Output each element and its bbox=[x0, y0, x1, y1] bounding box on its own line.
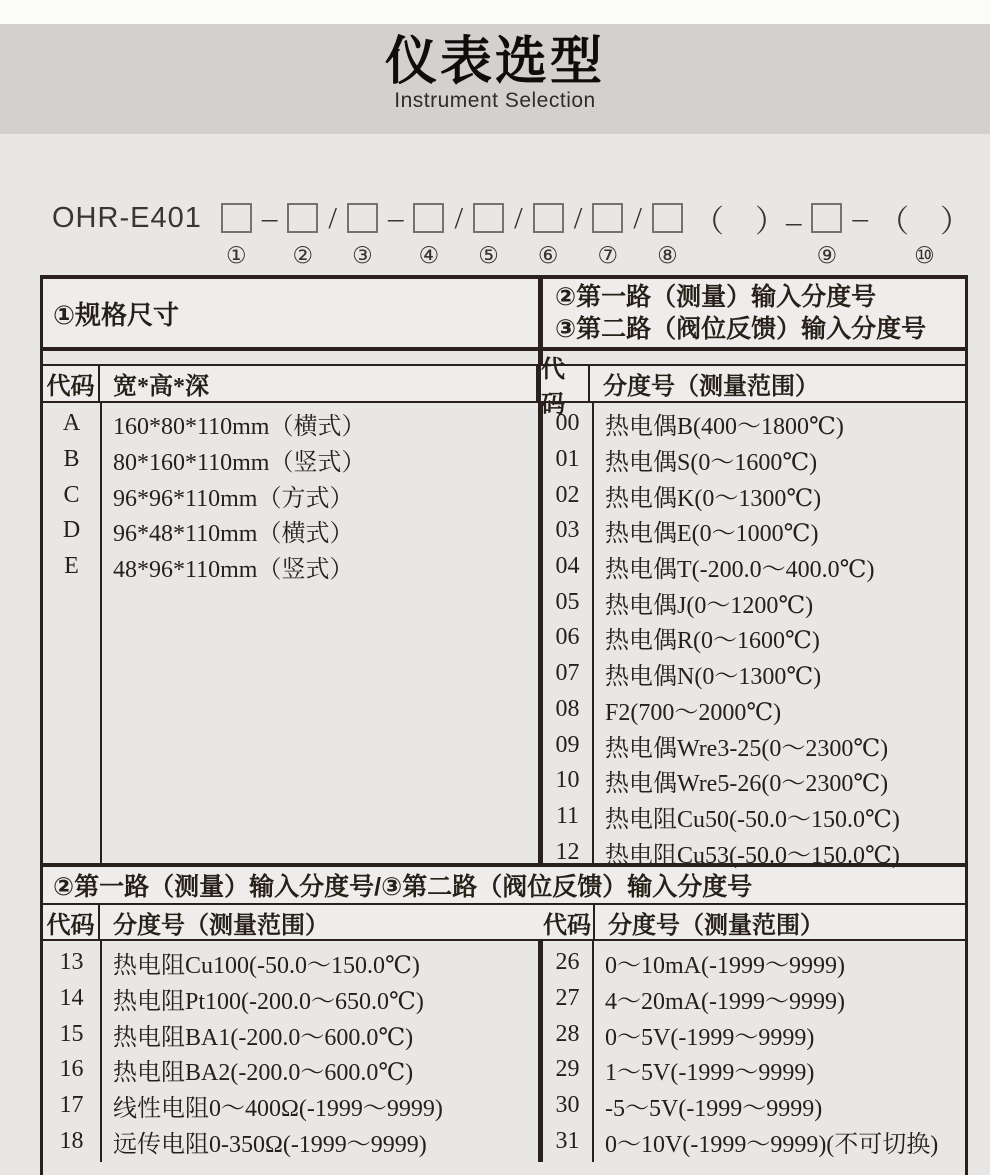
separator-text: / bbox=[454, 200, 464, 235]
input-index-header-line2: ③第二路（阀位反馈）输入分度号 bbox=[555, 315, 927, 343]
desc-cell: 热电偶S(0～1600℃) bbox=[605, 450, 818, 477]
code-cell: 11 bbox=[555, 802, 580, 829]
code-cell: 14 bbox=[59, 985, 84, 1012]
code-cell: 03 bbox=[555, 517, 580, 544]
code-box bbox=[413, 203, 444, 233]
code-cell: 05 bbox=[555, 588, 580, 615]
page-title: 仪表选型 bbox=[384, 33, 605, 91]
table-row bbox=[43, 1016, 538, 1052]
table-row bbox=[43, 1052, 538, 1088]
model-code-box bbox=[468, 196, 509, 269]
table-row bbox=[543, 981, 965, 1017]
desc-cell: 热电阻BA2(-200.0～600.0℃) bbox=[113, 1060, 414, 1087]
column-divider bbox=[100, 403, 102, 863]
separator-text: / bbox=[573, 200, 583, 235]
code-box bbox=[592, 203, 623, 233]
column-header-code: 代码 bbox=[43, 366, 100, 401]
code-cell: E bbox=[64, 553, 79, 580]
table-row bbox=[543, 799, 965, 835]
column-divider bbox=[592, 941, 594, 1162]
desc-cell: 热电阻Cu53(-50.0～150.0℃) bbox=[605, 842, 900, 869]
model-separator bbox=[449, 196, 468, 269]
column-header-range: 分度号（测量范围） bbox=[603, 374, 819, 400]
model-separator bbox=[688, 196, 807, 269]
code-cell: 08 bbox=[555, 695, 580, 722]
desc-cell: 96*96*110mm（方式） bbox=[113, 485, 354, 512]
code-cell: 27 bbox=[555, 985, 580, 1012]
table-row bbox=[543, 1088, 965, 1124]
desc-cell: 热电阻BA1(-200.0～600.0℃) bbox=[113, 1024, 414, 1051]
code-cell: 00 bbox=[555, 410, 580, 437]
desc-cell: 1～5V(-1999～9999) bbox=[605, 1060, 815, 1087]
model-separator bbox=[323, 196, 342, 269]
desc-cell: 热电偶N(0～1300℃) bbox=[605, 664, 822, 691]
code-cell: 31 bbox=[555, 1127, 580, 1154]
code-cell: 16 bbox=[59, 1056, 84, 1083]
desc-cell: 96*48*110mm（横式） bbox=[113, 521, 354, 548]
code-cell: 02 bbox=[555, 481, 580, 508]
position-number: ⑨ bbox=[816, 243, 838, 269]
code-cell: 18 bbox=[59, 1127, 84, 1154]
desc-cell: 4～20mA(-1999～9999) bbox=[605, 989, 845, 1016]
separator-text: / bbox=[514, 200, 523, 235]
column-header-code: 代码 bbox=[43, 905, 100, 939]
table-row bbox=[543, 513, 965, 549]
code-box bbox=[221, 203, 252, 233]
code-cell: D bbox=[62, 517, 81, 544]
code-box bbox=[811, 203, 842, 233]
column-divider bbox=[592, 403, 594, 863]
desc-cell: 80*160*110mm（竖式） bbox=[113, 450, 366, 477]
code-cell: A bbox=[62, 410, 81, 437]
model-separator bbox=[628, 196, 647, 269]
model-separator bbox=[383, 196, 409, 269]
desc-cell: -5～5V(-1999～9999) bbox=[605, 1096, 823, 1123]
code-cell: 12 bbox=[555, 838, 580, 865]
table-row bbox=[43, 477, 538, 513]
table1-body bbox=[43, 403, 965, 867]
page-subtitle: Instrument Selection bbox=[394, 89, 596, 112]
table-row bbox=[543, 1052, 965, 1088]
page-banner bbox=[0, 24, 990, 134]
model-code-box bbox=[408, 196, 449, 269]
table-row bbox=[543, 945, 965, 981]
table-row bbox=[543, 477, 965, 513]
model-code-line bbox=[52, 196, 976, 269]
table-row bbox=[543, 549, 965, 585]
table1-header-row bbox=[43, 279, 965, 351]
table-row bbox=[543, 834, 965, 870]
model-tokens bbox=[216, 196, 976, 269]
code-cell: 09 bbox=[555, 731, 580, 758]
code-cell: C bbox=[63, 481, 80, 508]
code-box bbox=[533, 203, 564, 233]
table1-spacer-row bbox=[43, 351, 965, 366]
table-row bbox=[543, 406, 965, 442]
separator-text: – bbox=[261, 200, 278, 235]
table-row bbox=[43, 513, 538, 549]
desc-cell: 热电阻Cu100(-50.0～150.0℃) bbox=[113, 953, 420, 980]
table1-subheader-row bbox=[43, 356, 965, 418]
table-row bbox=[543, 620, 965, 656]
table2-subheader-row bbox=[43, 905, 965, 941]
desc-cell: 热电偶E(0～1000℃) bbox=[605, 521, 819, 548]
code-cell: 01 bbox=[555, 446, 580, 473]
desc-cell: 热电偶Wre3-25(0～2300℃) bbox=[605, 735, 889, 762]
input-index-header-line1: ②第一路（测量）输入分度号 bbox=[555, 283, 877, 311]
model-separator bbox=[873, 196, 976, 269]
desc-cell: 热电偶Wre5-26(0～2300℃) bbox=[605, 771, 889, 798]
code-cell: 17 bbox=[59, 1092, 84, 1119]
code-cell: 15 bbox=[59, 1020, 84, 1047]
desc-cell: F2(700～2000℃) bbox=[605, 699, 782, 726]
code-cell: 06 bbox=[555, 624, 580, 651]
model-separator bbox=[509, 196, 528, 269]
model-code-box bbox=[528, 196, 569, 269]
table1-left-body bbox=[43, 403, 543, 863]
table-row bbox=[543, 692, 965, 728]
code-box bbox=[652, 203, 683, 233]
separator-text: – bbox=[852, 200, 868, 235]
model-separator bbox=[569, 196, 588, 269]
table2-right-body bbox=[543, 941, 965, 1162]
table-row bbox=[43, 406, 538, 442]
code-cell: 30 bbox=[555, 1092, 580, 1119]
separator-text: – bbox=[387, 200, 404, 235]
column-divider bbox=[100, 941, 102, 1162]
code-cell: 29 bbox=[555, 1056, 580, 1083]
desc-cell: 0～10V(-1999～9999)(不可切换) bbox=[605, 1131, 939, 1158]
model-code-box bbox=[587, 196, 628, 269]
table2-section-header: ②第一路（测量）输入分度号/③第二路（阀位反馈）输入分度号 bbox=[43, 867, 965, 905]
column-header-code: 代码 bbox=[541, 366, 590, 401]
model-code-box bbox=[342, 196, 383, 269]
model-code-box bbox=[282, 196, 323, 269]
position-number: ⑥ bbox=[537, 243, 559, 269]
table-row bbox=[43, 442, 538, 478]
table-row bbox=[543, 763, 965, 799]
table-row bbox=[43, 945, 538, 981]
code-cell: 13 bbox=[59, 949, 84, 976]
position-number: ⑩ bbox=[914, 243, 935, 269]
table-row bbox=[543, 727, 965, 763]
desc-cell: 热电偶R(0～1600℃) bbox=[605, 628, 820, 655]
position-number: ④ bbox=[418, 243, 440, 269]
desc-cell: 48*96*110mm（竖式） bbox=[113, 557, 354, 584]
table-row bbox=[543, 584, 965, 620]
separator-text: / bbox=[633, 200, 642, 235]
desc-cell: 线性电阻0～400Ω(-1999～9999) bbox=[113, 1096, 443, 1123]
table2-left-body bbox=[43, 941, 543, 1162]
desc-cell: 热电偶T(-200.0～400.0℃) bbox=[605, 557, 875, 584]
separator-text: （ ） bbox=[877, 203, 971, 239]
selection-table bbox=[40, 275, 968, 1175]
column-header-dimensions: 宽*高*深 bbox=[100, 366, 541, 401]
desc-cell: 热电阻Pt100(-200.0～650.0℃) bbox=[113, 989, 424, 1016]
input-index-header bbox=[543, 279, 965, 347]
separator-text: （ ）– bbox=[692, 203, 802, 239]
table1-right-body bbox=[543, 403, 965, 869]
model-code-box bbox=[216, 196, 257, 269]
code-cell: 07 bbox=[555, 660, 580, 687]
desc-cell: 热电偶K(0～1300℃) bbox=[605, 485, 822, 512]
table-row bbox=[43, 981, 538, 1017]
table-row bbox=[543, 1016, 965, 1052]
desc-cell: 0～10mA(-1999～9999) bbox=[605, 953, 845, 980]
table-row bbox=[543, 442, 965, 478]
desc-cell: 0～5V(-1999～9999) bbox=[605, 1024, 815, 1051]
code-box bbox=[347, 203, 378, 233]
table-row bbox=[43, 549, 538, 585]
table-row bbox=[43, 1088, 538, 1124]
column-header-code: 代码 bbox=[541, 905, 595, 939]
code-box bbox=[287, 203, 318, 233]
code-cell: 28 bbox=[555, 1020, 580, 1047]
position-number: ⑤ bbox=[478, 243, 499, 269]
code-cell: 04 bbox=[555, 553, 580, 580]
position-number: ② bbox=[292, 243, 314, 269]
desc-cell: 热电阻Cu50(-50.0～150.0℃) bbox=[605, 806, 900, 833]
model-code-box bbox=[806, 196, 847, 269]
position-number: ③ bbox=[352, 243, 373, 269]
desc-cell: 热电偶J(0～1200℃) bbox=[605, 592, 814, 619]
desc-cell: 热电偶B(400～1800℃) bbox=[605, 414, 844, 441]
table-row bbox=[43, 1123, 538, 1159]
model-prefix: OHR-E401 bbox=[52, 202, 202, 234]
model-separator bbox=[847, 196, 873, 269]
table2-body bbox=[43, 941, 965, 1162]
code-cell: 26 bbox=[555, 949, 580, 976]
table-row bbox=[543, 656, 965, 692]
position-number: ① bbox=[226, 243, 247, 269]
model-code-box bbox=[647, 196, 688, 269]
code-cell: 10 bbox=[555, 767, 580, 794]
position-number: ⑦ bbox=[597, 243, 619, 269]
column-header-range: 分度号（测量范围） bbox=[113, 912, 329, 939]
column-header-range: 分度号（测量范围） bbox=[608, 912, 824, 939]
table-row bbox=[543, 1123, 965, 1159]
desc-cell: 160*80*110mm（横式） bbox=[113, 414, 366, 441]
separator-text: / bbox=[328, 200, 337, 235]
code-box bbox=[473, 203, 504, 233]
spec-size-header: ①规格尺寸 bbox=[43, 279, 543, 347]
code-cell: B bbox=[63, 446, 80, 473]
model-separator bbox=[257, 196, 283, 269]
position-number: ⑧ bbox=[657, 243, 678, 269]
top-strip bbox=[0, 0, 990, 24]
desc-cell: 远传电阻0-350Ω(-1999～9999) bbox=[113, 1131, 427, 1158]
